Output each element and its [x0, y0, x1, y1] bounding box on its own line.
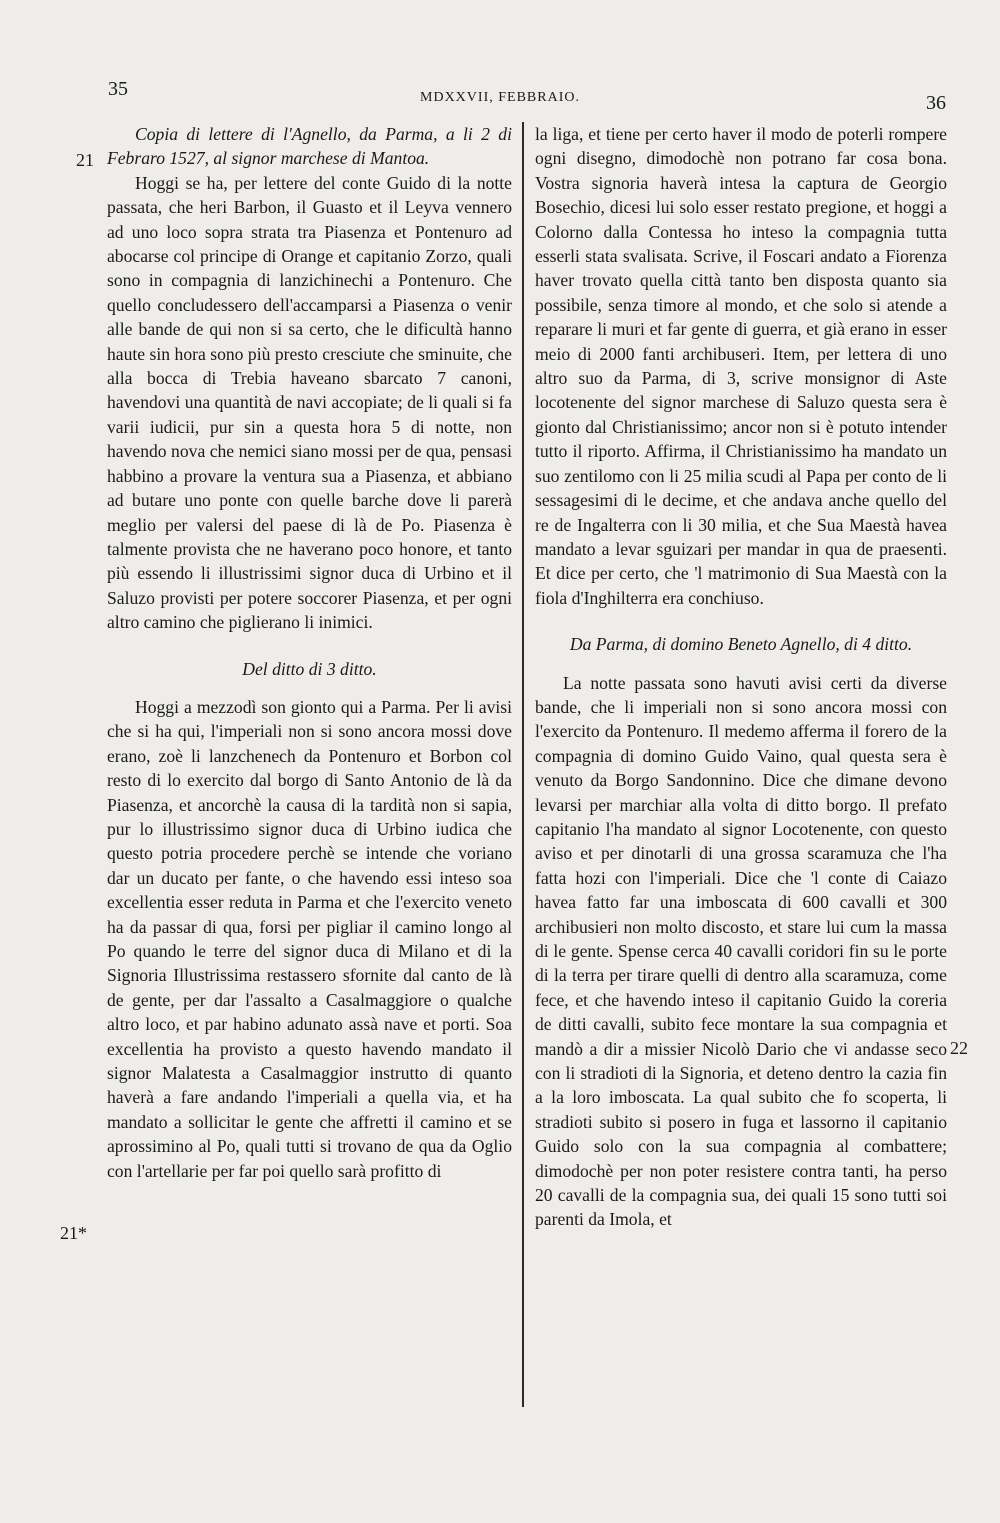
- section-heading: Del ditto di 3 ditto.: [242, 658, 377, 679]
- margin-number-21: 21: [76, 150, 94, 170]
- section-heading: Da Parma, di domino Beneto Agnello, di 4 ditto.: [569, 634, 913, 655]
- column-divider: [522, 122, 524, 1407]
- right-column: [535, 122, 947, 1232]
- margin-number-22: 22: [950, 1038, 968, 1058]
- letter-heading: Copia di lettere di l'Agnello, da Parma, a li 2 di Febraro 1527, al signor marchese di Mantoa.: [107, 124, 512, 169]
- page-number-right: 36: [926, 92, 946, 114]
- left-column: [107, 122, 512, 1183]
- letter-paragraph: la liga, et tiene per certo haver il modo de poterli rompere ogni disegno, dimodochè non potrano far cosa bona. Vostra signoria haverà intesa la captura de Georgio Bosechio, dicesi lui solo esser restato pregione, et hoggi a Colorno dalla Contessa ho inteso la compagnia tutta esserli stata svalisata. Scrive, il Foscari andato a Fiorenza haver trovato quella città tanto ben disposta quanto sia possibile, senza timore al mondo, et che solo si atende a reparare li muri et far gente di guerra, et già erano in esser meio di 2000 fanti archibuseri. Item, per lettera di uno altro suo da Parma, di 3, scrive monsignor di Aste locotenente del signor marchese di Saluzo questa sera è gionto dal Christianissimo; ancor non si è potuto intender tutto il riporto. Affirma, il Christianissimo ha mandato un suo zentilomo con li 25 milia scudi al Papa per conto de li sessagesimi di le decime, et che andava anche quello del re de Ingalterra con li 30 milia, et che Sua Maestà havea mandato a levar sguizari per mandar in qua de praesenti. Et dice per certo, che 'l matrimonio di Sua Maestà con la fiola d'Inghilterra era conchiuso.: [535, 124, 947, 608]
- letter-paragraph: Hoggi a mezzodì son gionto qui a Parma. Per li avisi che si ha qui, l'imperiali non si sono ancora mossi dove erano, zoè li lanzchenech da Pontenuro et Borbon col resto di lo exercito dal borgo di Santo Antonio de là da Piasenza, et ancorchè la causa di la tardità non si sapia, pur lo illustrissimo signor duca di Urbino iudica che questo potria procedere perchè se intende che voriano dar un ducato per fante, o che havendo essi inteso soa excellentia esser reduta in Parma et che l'exercito veneto ha da passar di qua, forsi per pigliar il camino longo al Po quando le terre del signor duca di Milano et di la Signoria Illustrissima restassero sfornite dal canto de là de gente, per dar l'assalto a Casalmaggiore o qualche altro loco, et par habino adunato assà nave et porti. Soa excellentia ha provisto a questo havendo mandato il signor Malatesta a Casalmaggior instrutto di quanto haverà a fare andando l'imperiali a quella via, et ha mandato a sollicitar le gente che affretti il camino et se aprossimino al Po, quali tutti si trovano de qua da Oglio con l'artellarie per far poi quello sarà profitto di: [107, 696, 512, 1181]
- letter-paragraph: La notte passata sono havuti avisi certi da diverse bande, che li imperiali non si sono ancora mossi con l'exercito da Pontenuro. Il medemo afferma il forero de la compagnia di domino Guido Vaino, qual questa sera è venuto da Borgo Sandonnino. Dice che dimane devono levarsi per marchiar alla volta di ditto borgo. Il prefato capitanio l'ha mandato al signor Locotenente, con questo aviso et per dinotarli di una grossa scaramuza che l'ha fatta hozi con l'imperiali. Dice che 'l conte di Caiazo havea fatto far una imboscata di 600 cavalli et 300 archibusieri non molto discosto, et stare lui cum la massa di le gente. Spense cerca 40 cavalli coridori fin su le porte di la terra per tirare quelli di dentro alla scaramuza, come fece, et che havendo inteso il capitanio Guido la coreria de ditti cavalli, subito fece montare la sua compagnia et mandò a dir a missier Nicolò Dario che vi andasse seco con li stradioti di la Signoria, et deteno dentro la cazia fin a la loro imboscata. La qual subito che fo scoperta, li stradioti subito si posero in fuga et lassorno il capitanio Guido solo con la sua compagnia al combattere; dimodochè per non poter resistere contra tanti, ha perso 20 cavalli de la compagnia sua, dei quali 15 sono tutti soi parenti da Imola, et: [535, 672, 947, 1230]
- running-title: MDXXVII, FEBBRAIO.: [420, 90, 580, 105]
- letter-paragraph: Hoggi se ha, per lettere del conte Guido di la notte passata, che heri Barbon, il Guasto et il Leyva vennero ad uno loco sopra strata tra Piasenza et Pontenuro ad abocarse col principe di Orange et capitanio Zorzo, quali sono in compagnia di lanzichinechi a Pontenuro. Che quello concludessero dell'accamparsi a Piasenza o venir alle bande de qui non si sa certo, che le dificultà hanno haute sin hora sono più presto cresciute che sminuite, che alla bocca di Trebia haveano sbarcato 7 canoni, havendovi una quantità de navi accopiate; de li quali si fa varii iudicii, pur sin a questa hora 5 di notte, non havendo nova che nemici siano mossi per de qua, pensasi habbino a provare la ventura sua a Piasenza, et abbiano ad butare uno ponte con quelle barche dove li parerà meglio per valersi del paese di là de Po. Piasenza è talmente provista che ne haverano poco honore, et tanto più essendo li illustrissimi signor duca di Urbino et il Saluzo provisti per potere soccorer Piasenza, et per ogni altro camino che piglierano li inimici.: [107, 172, 512, 633]
- margin-number-21-star: 21*: [60, 1223, 87, 1243]
- page-number-left: 35: [108, 78, 128, 100]
